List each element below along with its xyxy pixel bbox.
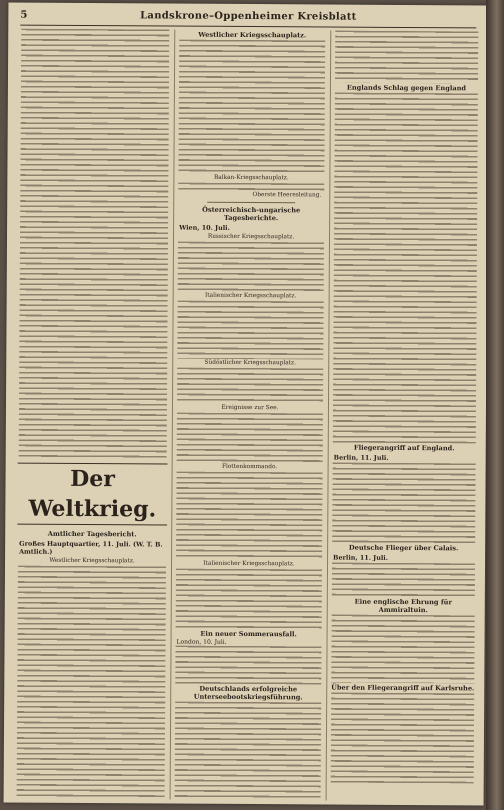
body-text-block <box>332 463 475 544</box>
fragment-london: London, 10. Juli. <box>176 638 227 646</box>
body-text-block <box>177 301 323 360</box>
body-text-block <box>178 242 324 293</box>
body-text-block <box>174 702 321 801</box>
subheading-austria: Österreichisch-ungarische Tagesberichte. <box>202 205 301 223</box>
column-right <box>330 31 480 802</box>
newspaper-title: Landskrone–Oppenheimer Kreisblatt <box>140 10 357 23</box>
subheading-honor: Eine englische Ehrung für Ammiraltuin. <box>354 597 452 615</box>
divider <box>207 202 295 204</box>
body-text-block <box>177 413 323 464</box>
body-text-block <box>177 368 323 405</box>
signoff-heeresleitung: Oberste Heeresleitung. <box>252 192 322 199</box>
column-middle <box>174 30 327 801</box>
dateline-berlin-2: Berlin, 11. Juli. <box>333 553 388 562</box>
section-title-weltkrieg: Der Weltkrieg. <box>17 463 167 526</box>
masthead <box>20 7 476 29</box>
subheading-fleet: Flottenkommando. <box>221 463 278 471</box>
body-text-block <box>331 693 475 784</box>
subheading-answer: Über den Fliegerangriff auf Karlsruhe. <box>331 683 475 693</box>
body-text-block <box>332 563 475 598</box>
body-text-block <box>331 615 474 684</box>
subheading-russia: Russischer Kriegsschauplatz. <box>207 233 295 241</box>
dateline-vienna: Wien, 10. Juli. <box>179 223 230 232</box>
subheading-air-england: Fliegerangriff auf England. <box>353 443 455 453</box>
body-text-block <box>176 569 322 630</box>
dateline-berlin: Berlin, 11. Juli. <box>333 453 389 462</box>
subheading-decision: Deutschlands erfolgreiche Unterseebootskriegsführung. <box>193 684 303 702</box>
dateline-hauptquartier: Großes Hauptquartier, 11. Juli. (W. T. B. Amtlich.) <box>19 539 163 556</box>
subheading-sea: Ereignisse zur See. <box>221 404 279 412</box>
newspaper-page <box>4 3 489 806</box>
body-text-block <box>178 40 325 175</box>
subheading-england: Englands Schlag gegen England <box>346 83 467 93</box>
body-text-block <box>335 31 478 84</box>
subheading-theater: Westlicher Kriegsschauplatz. <box>49 557 135 565</box>
subheading-tagesbericht: Amtlicher Tagesbericht. <box>47 529 137 539</box>
subheading-italy: Italienischer Kriegsschauplatz. <box>205 292 297 300</box>
body-text-block <box>19 29 170 460</box>
body-text-block <box>333 93 478 444</box>
subheading-balkan: Balkan-Kriegsschauplatz. <box>214 174 289 182</box>
body-text-block <box>176 472 323 561</box>
subheading-southeast: Südöstlicher Kriegsschauplatz. <box>204 359 296 367</box>
page-number: 5 <box>20 9 28 21</box>
body-text-block <box>175 646 321 685</box>
subheading-italy-2: Italienischer Kriegsschauplatz. <box>203 560 295 568</box>
column-left <box>16 29 171 800</box>
book-spine <box>486 0 504 810</box>
subheading-uboat: Ein neuer Sommerausfall. <box>200 629 297 639</box>
body-text-block <box>16 566 166 800</box>
subheading-west: Westlicher Kriegsschauplatz. <box>198 30 307 40</box>
subheading-flyers: Deutsche Flieger über Calais. <box>348 543 459 553</box>
